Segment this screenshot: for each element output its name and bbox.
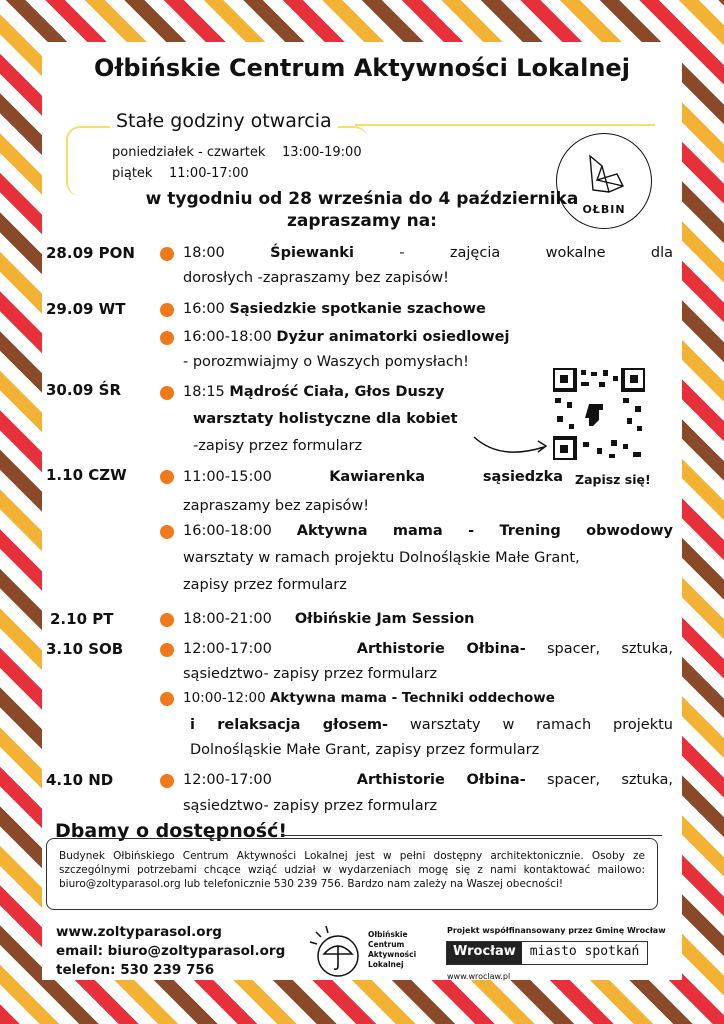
event-line: i relaksacja głosem- warsztaty w ramach projektu (190, 717, 673, 733)
bullet-dot (160, 331, 174, 345)
arrow-icon (470, 425, 550, 465)
day-label: 29.09 WT (46, 300, 126, 318)
event-line: 18:15 Mądrość Ciała, Głos Duszy (183, 384, 445, 400)
event-line: Dolnośląskie Małe Grant, zapisy przez formularz (190, 742, 540, 758)
olbin-logo (556, 133, 652, 229)
day-label: 30.09 ŚR (46, 381, 122, 399)
center-logo-text: Ołbińskie Centrum Aktywności Lokalnej (368, 930, 417, 969)
wroclaw-url[interactable]: www.wroclaw.pl (447, 972, 511, 981)
qr-code[interactable] (553, 368, 645, 460)
event-line: -zapisy przez formularz (193, 438, 363, 454)
hours-rule (355, 124, 655, 126)
event-line: sąsiedztwo- zapisy przez formularz (183, 666, 438, 682)
phone-text: telefon: 530 239 756 (56, 962, 215, 978)
event-line: 16:00 Sąsiedzkie spotkanie szachowe (183, 301, 486, 317)
hours-heading: Stałe godziny otwarcia (110, 110, 338, 132)
event-line: sąsiedztwo- zapisy przez formularz (183, 798, 438, 814)
qr-icon (553, 368, 645, 460)
parasol-icon (308, 924, 364, 980)
bullet-dot (160, 613, 174, 627)
bullet-dot (160, 470, 174, 484)
email-link[interactable]: email: biuro@zoltyparasol.org (56, 943, 286, 959)
hours-row: piątek 11:00-17:00 (112, 166, 249, 181)
access-heading: Dbamy o dostępność! (55, 820, 288, 842)
day-label: 4.10 ND (46, 771, 114, 789)
page-title: Ołbińskie Centrum Aktywności Lokalnej (94, 54, 630, 82)
signup-label: Zapisz się! (575, 472, 651, 487)
event-line: warsztaty w ramach projektu Dolnośląskie Małe Grant, (183, 550, 580, 566)
bullet-dot (160, 774, 174, 788)
bullet-dot (160, 303, 174, 317)
logo-text: OŁBIN (582, 203, 626, 216)
bullet-dot (160, 643, 174, 657)
day-label: 28.09 PON (46, 244, 135, 262)
event-line: warsztaty holistyczne dla kobiet (193, 411, 458, 427)
event-line: zapraszamy bez zapisów! (183, 498, 370, 514)
bullet-dot (160, 247, 174, 261)
event-line: 11:00-15:00 Kawiarenka sąsiedzka (183, 469, 563, 485)
bullet-dot (160, 692, 174, 706)
wroclaw-logo: Wrocław miasto spotkań (446, 941, 648, 965)
event-line: 18:00-21:00 Ołbińskie Jam Session (183, 611, 475, 627)
event-line: 16:00-18:00 Dyżur animatorki osiedlowej (183, 329, 510, 345)
event-line: 18:00 Śpiewanki - zajęcia wokalne dla (183, 245, 673, 261)
week-heading: w tygodniu od 28 września do 4 października zapraszamy na: (145, 189, 579, 231)
day-label: 2.10 PT (50, 610, 114, 628)
bullet-dot (160, 525, 174, 539)
event-line: zapisy przez formularz (183, 577, 347, 593)
access-text: Budynek Ołbińskiego Centrum Aktywności Lokalnej jest w pełni dostępny architektonicznie. Osoby ze szczególnymi potrzebami chcące wziąć udział w wydarzeniach mogę się z nami kontaktować mailowo: biuro@zoltyparasol.org lub telefonicznie 530 239 756. Bardzo nam zależy na Waszej obecności! (46, 838, 658, 910)
event-line: 12:00-17:00 Arthistorie Ołbina- spacer, sztuka, (183, 772, 674, 788)
day-label: 1.10 CZW (46, 466, 127, 484)
cofinance-note: Projekt współfinansowany przez Gminę Wrocław (447, 926, 666, 935)
hours-frame (66, 126, 368, 196)
bullet-dot (160, 386, 174, 400)
event-line: dorosłych -zapraszamy bez zapisów! (183, 270, 449, 286)
event-line: 10:00-12:00 Aktywna mama - Techniki oddechowe (183, 690, 555, 706)
access-rule (282, 835, 662, 836)
hours-row: poniedziałek - czwartek 13:00-19:00 (112, 145, 362, 160)
day-label: 3.10 SOB (46, 640, 124, 658)
website-link[interactable]: www.zoltyparasol.org (56, 924, 222, 940)
event-line: - porozmwiajmy o Waszych pomysłach! (183, 354, 469, 370)
event-line: 16:00-18:00 Aktywna mama - Trening obwodowy (183, 523, 674, 539)
event-line: 12:00-17:00 Arthistorie Ołbina- spacer, sztuka, (183, 641, 674, 657)
